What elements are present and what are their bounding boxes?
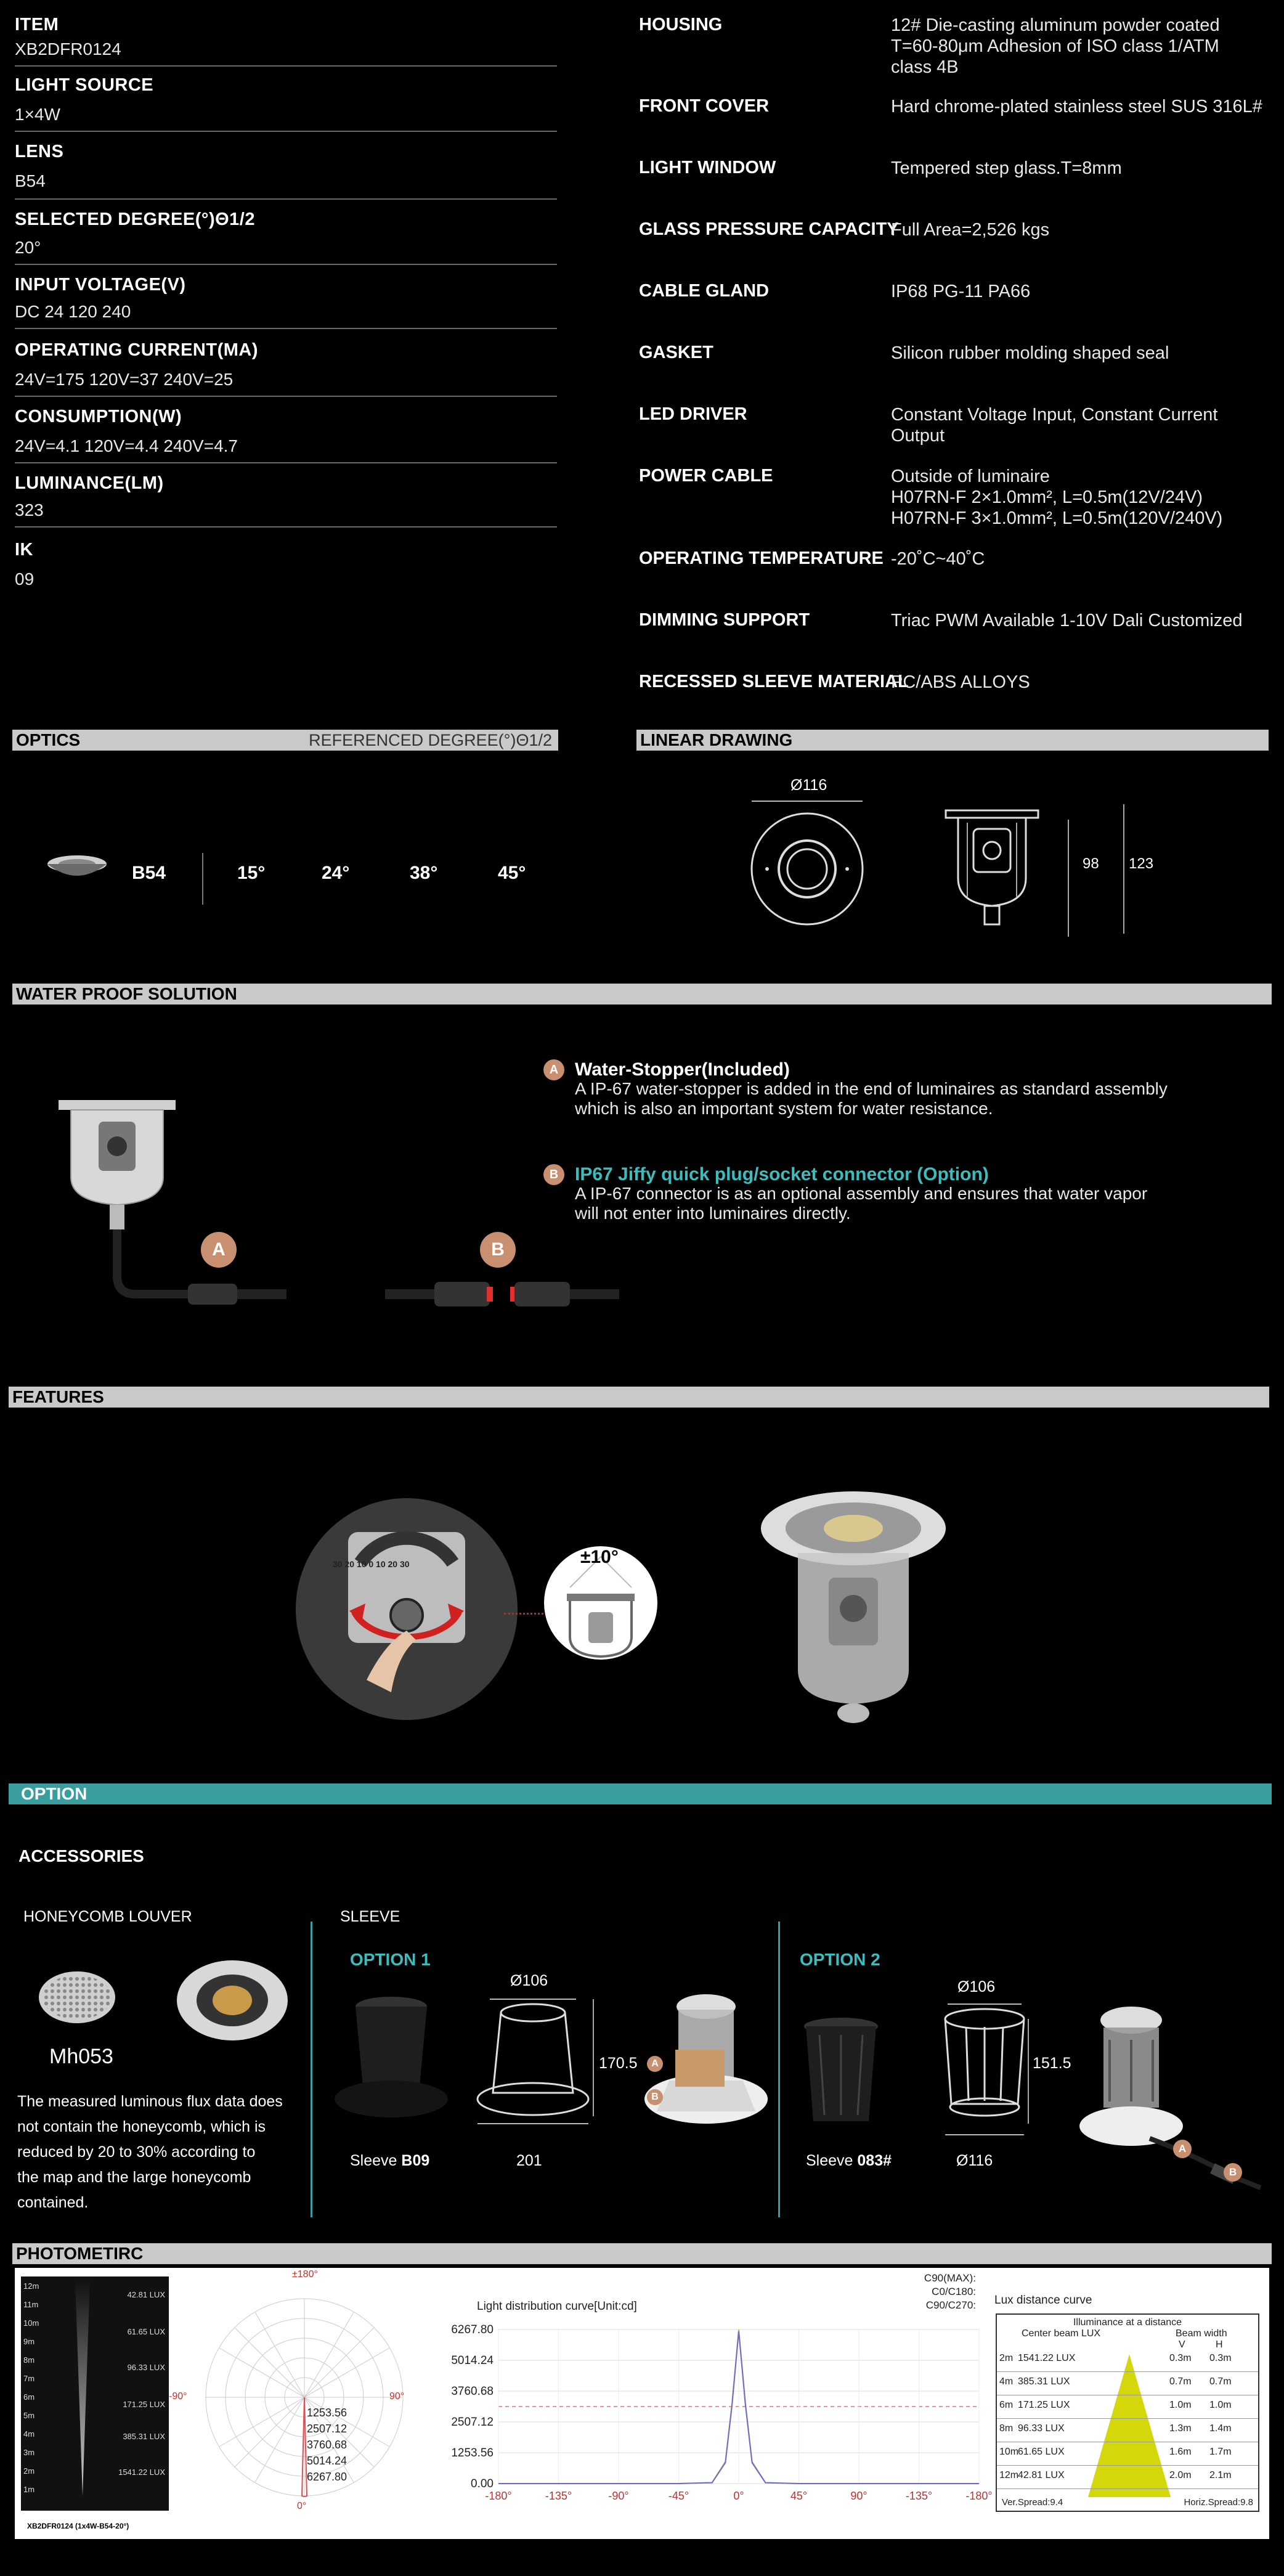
lux-header-beam: Beam width [1176, 2328, 1227, 2339]
y-tick-label: 3760.68 [451, 2385, 494, 2398]
spec-line: Output [891, 426, 945, 446]
lux-value: 385.31 LUX [1018, 2376, 1070, 2387]
degree-38: 38° [410, 863, 438, 883]
spec-label: IK [15, 540, 33, 560]
polar-value: 6267.80 [307, 2471, 347, 2483]
spec-value: 24V=175 120V=37 240V=25 [15, 370, 234, 389]
badge-a: A [647, 2056, 663, 2072]
badge-a: A [1173, 2140, 1192, 2158]
accessories-title: ACCESSORIES [18, 1846, 144, 1865]
spec-label: HOUSING [639, 15, 723, 35]
cone-distance: 11m [23, 2300, 39, 2309]
spec-value: DC 24 120 240 [15, 302, 131, 321]
lux-value: 61.65 LUX [1018, 2447, 1065, 2457]
degree-24: 24° [322, 863, 350, 883]
lux-v: 1.0m [1169, 2400, 1192, 2410]
text-line: contained. [17, 2194, 89, 2211]
y-tick-label: 2507.12 [451, 2416, 494, 2429]
cone-caption: XB2DFR0124 (1x4W-B54-20°) [27, 2522, 129, 2530]
linear-drawing-bar: LINEAR DRAWING [636, 730, 1269, 751]
cone-lux: 42.81 LUX [127, 2290, 165, 2299]
label-code: 083# [857, 2152, 892, 2169]
hor-spread: Horiz.Spread:9.8 [1184, 2497, 1253, 2508]
spec-value: XB2DFR0124 [15, 39, 121, 59]
spec-line: class 4B [891, 57, 959, 77]
callout-a: A [201, 1232, 237, 1268]
text-line: reduced by 20 to 30% according to [17, 2143, 256, 2161]
cone-distance: 2m [23, 2466, 35, 2476]
x-tick-label: 45° [790, 2490, 808, 2502]
distribution-chart [440, 2305, 994, 2527]
connector-title: IP67 Jiffy quick plug/socket connector (Option) [575, 1164, 989, 1184]
lens-code: B54 [132, 863, 166, 883]
badge-b: B [647, 2089, 663, 2105]
x-tick-label: 90° [850, 2490, 868, 2502]
option-1-title: OPTION 1 [350, 1950, 431, 1969]
diameter-label: Ø116 [790, 776, 827, 794]
option-1-height: 170.5 [599, 2055, 638, 2072]
sleeve-b09-photo [333, 1994, 450, 2124]
spec-value: 20° [15, 238, 41, 257]
water-stopper-title: Water-Stopper(Included) [575, 1059, 790, 1080]
connector-line [504, 1613, 547, 1616]
cone-distance: 10m [23, 2318, 39, 2328]
spec-value: IP68 PG-11 PA66 [891, 282, 1031, 301]
height-123: 123 [1129, 855, 1154, 872]
divider [15, 198, 557, 200]
lux-value: 96.33 LUX [1018, 2423, 1065, 2434]
cone-distance: 5m [23, 2411, 35, 2420]
lux-v: 1.6m [1169, 2447, 1192, 2457]
spec-value: Full Area=2,526 kgs [891, 220, 1050, 240]
lux-v: 0.7m [1169, 2376, 1192, 2387]
lux-header-center: Center beam LUX [1022, 2328, 1101, 2339]
features-bar: FEATURES [9, 1387, 1269, 1408]
lux-h: 1.7m [1209, 2447, 1232, 2457]
polar-left-label: -90° [169, 2391, 187, 2402]
divider [15, 328, 557, 329]
x-tick-label: -135° [905, 2490, 933, 2502]
sleeve-083-photo [801, 2016, 881, 2134]
spec-label: OPERATING TEMPERATURE [639, 548, 884, 568]
divider [15, 396, 557, 397]
honeycomb-title: HONEYCOMB LOUVER [23, 1908, 192, 1925]
lux-distance: 6m [999, 2400, 1014, 2410]
optics-bar [12, 730, 558, 751]
divider [15, 131, 557, 132]
spec-value: Hard chrome-plated stainless steel SUS 316L# [891, 97, 1262, 116]
text-line: the map and the large honeycomb [17, 2169, 251, 2186]
spec-label: DIMMING SUPPORT [639, 610, 810, 630]
illuminance-cone [21, 2276, 169, 2530]
lux-cone [1083, 2352, 1176, 2500]
cone-lux: 1541.22 LUX [118, 2468, 165, 2477]
y-tick-label: 5014.24 [451, 2354, 494, 2367]
option-2-width: Ø116 [956, 2152, 993, 2169]
spec-label: LED DRIVER [639, 404, 747, 424]
lux-header-v: V [1179, 2339, 1185, 2350]
lux-value: 42.81 LUX [1018, 2470, 1065, 2480]
lux-distance: 10m [999, 2447, 1019, 2457]
sleeve-083-label [806, 2152, 892, 2170]
dimension-line [1068, 820, 1069, 937]
spec-label: FRONT COVER [639, 96, 770, 116]
lux-distance: 8m [999, 2423, 1014, 2434]
louver-installed-icon [174, 1957, 291, 2044]
degree-45: 45° [498, 863, 526, 883]
label-code: B09 [401, 2152, 430, 2169]
curve-title: Light distribution curve[Unit:cd] [477, 2300, 637, 2313]
cone-distance: 7m [23, 2374, 35, 2383]
option-1-width: 201 [516, 2152, 542, 2169]
honeycomb-icon [37, 1970, 117, 2031]
spec-label: LUMINANCE(LM) [15, 473, 164, 493]
spec-value: Tempered step glass.T=8mm [891, 158, 1122, 178]
y-tick-label: 1253.56 [451, 2447, 494, 2460]
lux-h: 1.0m [1209, 2400, 1232, 2410]
legend-entry: C90(MAX): [924, 2272, 976, 2284]
lux-value: 171.25 LUX [1018, 2400, 1070, 2410]
polar-value: 3760.68 [307, 2439, 347, 2451]
label-prefix: Sleeve [350, 2152, 402, 2169]
lux-row-divider [997, 2488, 1258, 2489]
cone-lux: 96.33 LUX [127, 2363, 165, 2372]
lux-h: 1.4m [1209, 2423, 1232, 2434]
cone-distance: 9m [23, 2337, 35, 2346]
y-tick-label: 6267.80 [451, 2323, 494, 2336]
badge-b: B [1224, 2163, 1242, 2182]
polar-value: 5014.24 [307, 2455, 347, 2467]
spec-label: LIGHT WINDOW [639, 158, 776, 177]
water-stopper-text [575, 1079, 1265, 1119]
spec-label: SELECTED DEGREE(°)Θ1/2 [15, 210, 255, 229]
spec-line: Outside of luminaire [891, 467, 1050, 486]
spec-value [891, 15, 1284, 78]
spec-line: H07RN-F 3×1.0mm², L=0.5m(120V/240V) [891, 508, 1223, 528]
divider [15, 462, 557, 463]
dimension-line [593, 1999, 594, 2116]
spec-value: 1×4W [15, 105, 60, 124]
lux-table [996, 2313, 1259, 2512]
spec-value [891, 466, 1284, 529]
ver-spread: Ver.Spread:9.4 [1002, 2497, 1063, 2508]
photometric-bar: PHOTOMETIRC [12, 2243, 1272, 2264]
x-tick-label: -180° [485, 2490, 512, 2502]
waterproof-illustration [55, 1097, 641, 1313]
x-tick-label: -180° [965, 2490, 993, 2502]
section-title: OPTICS [16, 730, 81, 749]
lux-title: Lux distance curve [994, 2294, 1092, 2307]
y-tick-label: 0.00 [471, 2477, 494, 2490]
divider [311, 1922, 312, 2217]
adjustment-dial-photo [293, 1495, 521, 1723]
spec-label: ITEM [15, 15, 59, 35]
spec-label: CONSUMPTION(W) [15, 407, 182, 426]
luminaire-photo [758, 1485, 949, 1732]
spec-line: 12# Die-casting aluminum powder coated [891, 15, 1220, 35]
spec-value: Silicon rubber molding shaped seal [891, 343, 1169, 363]
callout-b: B [480, 1232, 516, 1268]
polar-top-label: ±180° [292, 2269, 318, 2280]
spec-value: Triac PWM Available 1-10V Dali Customized [891, 611, 1243, 630]
spec-line: T=60-80μm Adhesion of ISO class 1/ATM [891, 36, 1219, 56]
text-line: A IP-67 connector is as an optional assembly and ensures that water vapor [575, 1184, 1148, 1203]
option-bar: OPTION [9, 1783, 1272, 1804]
divider [15, 526, 557, 528]
text-line: will not enter into luminaires directly. [575, 1204, 851, 1223]
lux-distance: 4m [999, 2376, 1014, 2387]
x-tick-label: -90° [608, 2490, 629, 2502]
badge-b: B [543, 1164, 564, 1185]
sleeve-title: SLEEVE [340, 1908, 400, 1925]
dial-scale: 30 20 10 0 10 20 30 [333, 1559, 410, 1569]
cone-distance: 3m [23, 2448, 35, 2457]
sleeve-083-drawing [929, 1999, 1040, 2141]
dimension-line [1028, 2019, 1029, 2124]
lux-distance: 12m [999, 2470, 1019, 2480]
x-tick-label: -45° [668, 2490, 689, 2502]
degree-15: 15° [237, 863, 266, 883]
divider [778, 1922, 780, 2217]
polar-value: 1253.56 [307, 2407, 347, 2419]
tilt-angle: ±10° [580, 1547, 619, 1567]
lux-value: 1541.22 LUX [1018, 2353, 1076, 2363]
cone-distance: 8m [23, 2355, 35, 2365]
spec-value [891, 404, 1284, 446]
spec-label: OPERATING CURRENT(MA) [15, 340, 258, 360]
polar-right-label: 90° [389, 2391, 405, 2402]
polar-scale [307, 2405, 347, 2485]
lux-header: Illuminance at a distance [1073, 2317, 1182, 2328]
lux-header-h: H [1216, 2339, 1223, 2350]
honeycomb-note [17, 2089, 313, 2215]
option-2-title: OPTION 2 [800, 1950, 880, 1969]
spec-line: Constant Voltage Input, Constant Current [891, 405, 1218, 425]
cone-lux: 385.31 LUX [123, 2432, 165, 2441]
lux-h: 0.7m [1209, 2376, 1232, 2387]
spec-label: GLASS PRESSURE CAPACITY [639, 219, 899, 239]
cone-distance: 12m [23, 2281, 39, 2291]
legend-entry: C90/C270: [925, 2299, 976, 2311]
dimension-line [1123, 804, 1124, 934]
spec-value: 24V=4.1 120V=4.4 240V=4.7 [15, 436, 238, 455]
lux-h: 2.1m [1209, 2470, 1232, 2480]
waterproof-bar: WATER PROOF SOLUTION [12, 984, 1272, 1005]
sleeve-b09-drawing [474, 1994, 591, 2130]
spec-label: LIGHT SOURCE [15, 75, 154, 95]
option-2-height: 151.5 [1033, 2055, 1071, 2072]
cone-distance: 1m [23, 2485, 35, 2494]
connector-text [575, 1184, 1265, 1223]
spec-value: B54 [15, 171, 46, 190]
text-line: The measured luminous flux data does [17, 2093, 283, 2110]
spec-value: PC/ABS ALLOYS [891, 672, 1030, 692]
lux-v: 1.3m [1169, 2423, 1192, 2434]
cone-lux: 61.65 LUX [127, 2327, 165, 2336]
x-tick-label: -135° [545, 2490, 572, 2502]
option-1-diameter: Ø106 [510, 1972, 548, 1989]
cone-distance: 4m [23, 2429, 35, 2439]
lux-distance: 2m [999, 2353, 1014, 2363]
polar-chart [187, 2280, 421, 2527]
lux-v: 0.3m [1169, 2353, 1192, 2363]
polar-value: 2507.12 [307, 2423, 347, 2435]
label-prefix: Sleeve [806, 2152, 858, 2169]
height-98: 98 [1083, 855, 1099, 872]
legend-entry: C0/C180: [932, 2286, 976, 2297]
spec-value: 323 [15, 500, 44, 520]
polar-bottom-label: 0° [297, 2501, 307, 2511]
divider [15, 65, 557, 67]
side-view-drawing [943, 804, 1041, 946]
spec-value: -20˚C~40˚C [891, 549, 985, 569]
spec-label: INPUT VOLTAGE(V) [15, 275, 186, 295]
option-2-diameter: Ø106 [957, 1978, 996, 1995]
spec-label: LENS [15, 142, 64, 161]
text-line: A IP-67 water-stopper is added in the end of luminaires as standard assembly [575, 1079, 1168, 1098]
spec-label: RECESSED SLEEVE MATERIAL [639, 672, 909, 691]
lux-row-divider [997, 2418, 1258, 2419]
text-line: which is also an important system for water resistance. [575, 1099, 993, 1118]
lux-row-divider [997, 2465, 1258, 2466]
lux-row-divider [997, 2371, 1258, 2372]
text-line: not contain the honeycomb, which is [17, 2118, 266, 2135]
lux-v: 2.0m [1169, 2470, 1192, 2480]
cone-distance: 6m [23, 2392, 35, 2402]
spec-line: H07RN-F 2×1.0mm², L=0.5m(12V/24V) [891, 487, 1203, 507]
referenced-degree-label: REFERENCED DEGREE(°)Θ1/2 [309, 731, 552, 749]
lux-h: 0.3m [1209, 2353, 1232, 2363]
sleeve-b09-label [350, 2152, 429, 2170]
front-view-drawing [746, 795, 869, 937]
badge-a: A [543, 1059, 564, 1080]
x-tick-label: 0° [733, 2490, 744, 2502]
spec-label: CABLE GLAND [639, 281, 770, 301]
spec-label: POWER CABLE [639, 466, 773, 486]
divider [15, 264, 557, 265]
photometric-panel [15, 2268, 1269, 2539]
spec-label: GASKET [639, 343, 713, 362]
divider [202, 853, 203, 905]
lens-icon [43, 850, 111, 887]
spec-value: 09 [15, 569, 35, 589]
honeycomb-code: Mh053 [49, 2045, 113, 2068]
cone-lux: 171.25 LUX [123, 2400, 165, 2409]
